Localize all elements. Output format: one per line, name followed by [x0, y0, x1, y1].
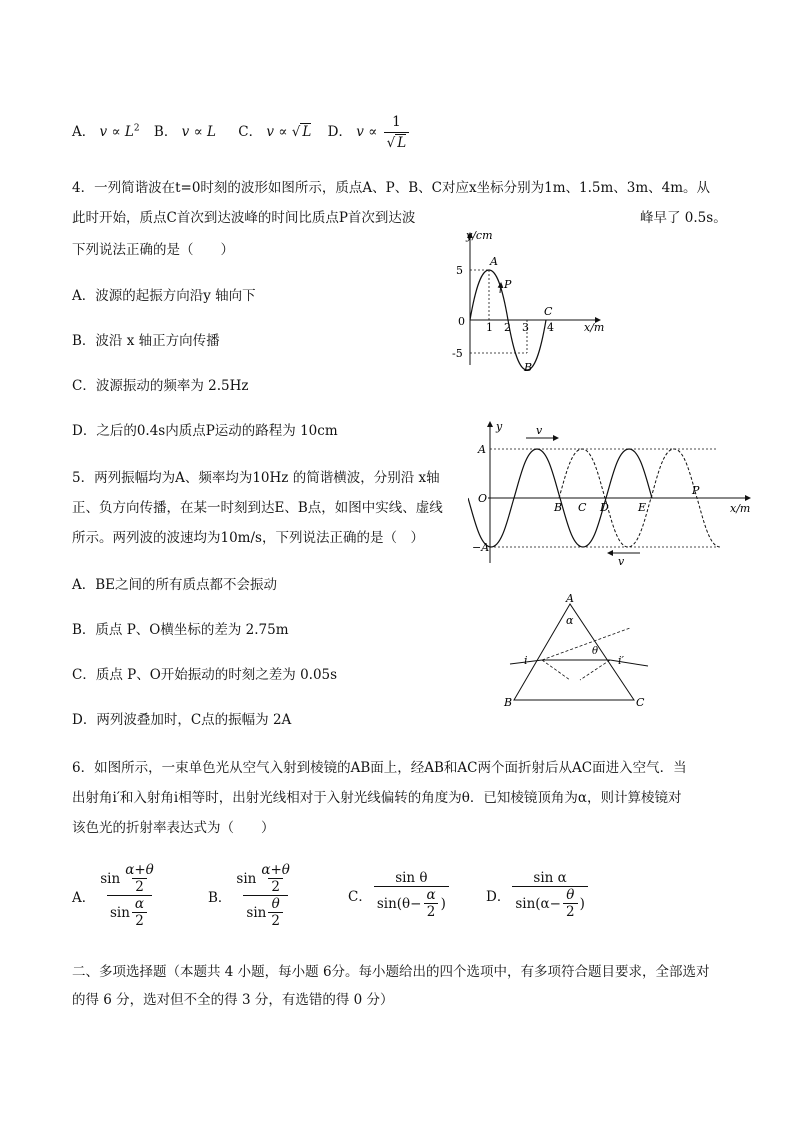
section2-line2: 的得 6 分，选对但不全的得 3 分，有选错的得 0 分）: [72, 992, 394, 1008]
q4-label-c: C: [544, 305, 553, 318]
q6-prism-figure: [500, 592, 660, 710]
q4-tick-2: 2: [504, 321, 511, 334]
q6-b-num-bot: 2: [268, 878, 283, 895]
q5-origin: O: [478, 492, 488, 505]
q5-option-c: C．质点 P、O开始振动的时刻之差为 0.05s: [72, 667, 338, 683]
q4-tick-4: 4: [547, 321, 554, 334]
q6-i: i: [524, 654, 528, 667]
q5-xlabel: x/m: [730, 502, 751, 515]
q4-line2b: 峰早了 0.5s。: [640, 210, 727, 226]
q3-c-v: v: [266, 124, 275, 140]
q6-normal-ab: [542, 660, 570, 680]
q6-b-num-top: α+θ: [261, 862, 290, 878]
q4-y-neg: -5: [452, 347, 463, 360]
q4-option-b: B．波沿 x 轴正方向传播: [72, 333, 220, 349]
q5-wave-figure: [468, 418, 758, 568]
q6-label-b: B: [504, 696, 513, 709]
q5-label-d: D: [600, 501, 609, 514]
q4-line2a: 此时开始，质点C首次到达波峰的时间比质点P首次到达波: [72, 210, 416, 226]
q4-tick-1: 1: [486, 321, 493, 334]
q6-extended-ray: [542, 628, 630, 660]
q6-label-c: C: [636, 696, 645, 709]
q5-v2: v: [618, 555, 625, 568]
q6-option-a: [72, 862, 164, 929]
q6-normal-ac: [580, 660, 610, 680]
q3-a-v: v: [99, 124, 108, 140]
q6-d-label: D．: [486, 889, 511, 905]
q4-ylabel: y/cm: [466, 229, 493, 242]
q4-wave-figure: [440, 225, 620, 375]
q4-option-c: C．波源振动的频率为 2.5Hz: [72, 378, 249, 394]
q5-line3: 所示。两列波的波速均为10m/s，下列说法正确的是（ ）: [72, 530, 424, 546]
q6-line2: 出射角i′和入射角i相等时，出射光线相对于入射光线偏转的角度为θ．已知棱镜顶角为α，则计算棱镜对: [72, 790, 682, 806]
q6-line1: 6．如图所示，一束单色光从空气入射到棱镜的AB面上，经AB和AC两个面折射后从AC面进入空气．当: [72, 760, 687, 776]
q6-b-num-sin: sin: [236, 870, 257, 887]
q5-label-b: B: [554, 501, 563, 514]
q6-alpha: α: [566, 614, 574, 627]
q6-b-num-frac: [258, 862, 293, 895]
q6-a-num-top: α+θ: [125, 862, 154, 878]
q6-c-numerator: sin θ: [395, 870, 428, 886]
q4-label-a: A: [490, 255, 498, 268]
q6-exit-ray: [610, 660, 648, 666]
q3-d-prop: ∝: [368, 124, 378, 140]
q5-option-a: A．BE之间的所有质点都不会振动: [72, 577, 278, 593]
q6-a-denominator: [107, 895, 152, 929]
q3-c-prop: ∝: [278, 124, 288, 140]
q4-tick-3: 3: [522, 321, 529, 334]
q3-c-sqrt-L: L: [302, 124, 312, 140]
q5-label-p: P: [692, 484, 700, 497]
q4-option-d: D．之后的0.4s内质点P运动的路程为 10cm: [72, 423, 338, 439]
q6-c-den-top: α: [426, 887, 436, 903]
q6-b-den-bot: 2: [268, 912, 283, 929]
q6-b-label: B．: [208, 889, 232, 906]
q3-b-v: v: [181, 124, 190, 140]
q3-option-b-label: B．: [153, 124, 178, 140]
q6-d-den-frac: [563, 887, 578, 920]
q5-label-c: C: [578, 501, 587, 514]
q6-c-den-pre: sin(θ−: [376, 895, 422, 912]
q6-a-den-top: α: [134, 896, 145, 912]
q4-option-a: A．波源的起振方向沿y 轴向下: [72, 288, 256, 304]
q6-d-den-post: ): [579, 895, 585, 912]
q5-option-b: B．质点 P、O横坐标的差为 2.75m: [72, 622, 289, 638]
q3-d-sqrt-L: L: [397, 135, 407, 151]
q3-b-L: L: [207, 124, 216, 140]
section2-line1: 二、多项选择题（本题共 4 小题，每小题 6分。每小题给出的四个选项中，有多项符合题目要求，全部选对: [72, 964, 710, 980]
q6-a-numerator: [97, 862, 162, 895]
q6-d-numerator: sin α: [533, 870, 567, 886]
q6-d-den-top: θ: [566, 887, 575, 903]
q6-option-b: [208, 862, 300, 929]
q5-label-e: E: [638, 501, 647, 514]
q6-c-fraction: [374, 870, 449, 920]
q5-line2: 正、负方向传播，在某一时刻到达E、B点，如图中实线、虚线: [72, 500, 443, 516]
q4-xlabel: x/m: [584, 321, 605, 334]
q6-b-den-sin: sin: [246, 904, 267, 921]
q3-a-prop: ∝: [111, 124, 121, 140]
q5-ylabel: y: [496, 420, 503, 433]
q6-a-den-bot: 2: [132, 912, 147, 929]
q3-d-num: 1: [392, 114, 401, 130]
q5-line1: 5．两列振幅均为A、频率均为10Hz 的简谐横波，分别沿 x轴: [72, 470, 440, 486]
q6-b-fraction: [233, 862, 298, 929]
q6-c-label: C．: [348, 889, 372, 905]
q6-option-d: [486, 870, 590, 920]
q6-a-label: A．: [72, 889, 96, 906]
q6-line3: 该色光的折射率表达式为（ ）: [72, 820, 275, 836]
q5-neg-amp: −A: [472, 541, 490, 554]
q3-d-fraction: [384, 112, 410, 153]
q5-option-d: D．两列波叠加时，C点的振幅为 2A: [72, 712, 292, 728]
q4-line3: 下列说法正确的是（ ）: [72, 242, 234, 258]
q6-b-den-top: θ: [271, 896, 280, 912]
q3-d-v: v: [356, 124, 364, 140]
q6-option-c: [348, 870, 451, 920]
q4-line1: 4．一列简谐波在t=0时刻的波形如图所示，质点A、P、B、C对应x坐标分别为1m、1.5m、3m、4m。从: [72, 180, 711, 196]
q4-origin: 0: [458, 315, 465, 328]
q6-label-a: A: [566, 592, 574, 605]
q6-b-den-frac: [268, 896, 283, 929]
q3-d-den: √ L: [384, 132, 410, 153]
q6-d-den-bot: 2: [563, 903, 578, 920]
q6-c-den-bot: 2: [424, 903, 439, 920]
q6-a-den-sin: sin: [109, 904, 130, 921]
q4-label-p: P: [504, 278, 512, 291]
q4-y-pos: 5: [456, 264, 463, 277]
q4-label-b: B: [524, 361, 533, 374]
q6-c-denominator: [374, 886, 449, 920]
q6-a-num-frac: [122, 862, 157, 895]
q3-options: A． $v \propto L^2$ B． v ∝ L C． v ∝ √ L D． v ∝ $\frac{1}{√ L}$: [72, 112, 411, 152]
q3-b-prop: ∝: [193, 124, 203, 140]
q3-option-a-label: A．: [72, 124, 96, 140]
q6-a-num-bot: 2: [132, 878, 147, 895]
q3-a-L: L: [124, 124, 134, 140]
q6-d-den-pre: sin(α−: [515, 895, 561, 912]
q6-d-denominator: [512, 886, 588, 920]
q6-b-numerator: [233, 862, 298, 895]
q6-a-num-sin: sin: [100, 870, 121, 887]
q5-amp: A: [478, 443, 486, 456]
q3-a-exp: 2: [133, 123, 140, 134]
q5-v1: v: [536, 424, 543, 437]
q6-i-prime: i′: [618, 654, 625, 667]
q6-prism: [514, 604, 634, 700]
q6-d-fraction: [512, 870, 588, 920]
q6-c-den-frac: [424, 887, 439, 920]
q6-b-denominator: [243, 895, 288, 929]
q6-theta: θ: [592, 646, 599, 657]
q3-option-c-label: C．: [238, 124, 263, 140]
q6-a-fraction: [97, 862, 162, 929]
q6-a-den-frac: [132, 896, 147, 929]
q6-c-den-post: ): [440, 895, 446, 912]
q3-option-d-label: D．: [327, 124, 352, 140]
